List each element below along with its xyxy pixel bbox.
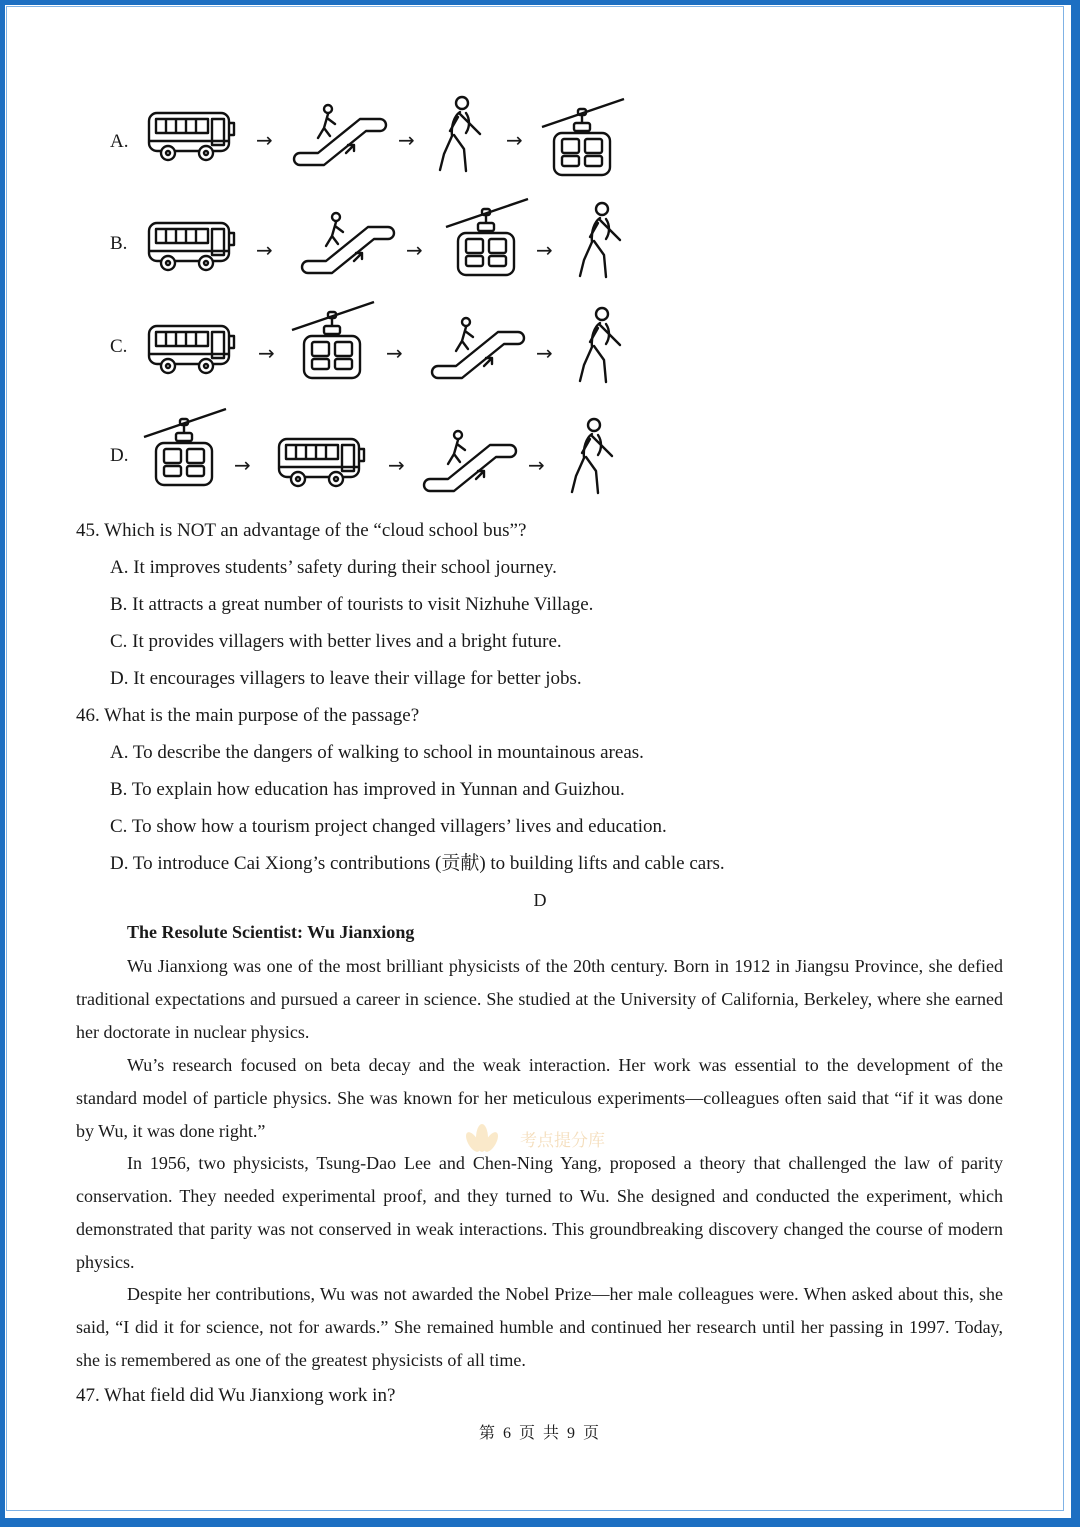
cable-car-icon — [444, 195, 530, 279]
passage-paragraph-2: Wu’s research focused on beta decay and the weak interaction. Her work was essential to the development of the standard model of particle physics. She was known for her meticulous experiments—colleagues often said that “if it was done by Wu, it was done right.” — [76, 1055, 1003, 1141]
option-letter: A. — [110, 131, 129, 152]
walking-person-icon — [576, 306, 626, 388]
arrow: → — [406, 238, 423, 262]
arrow: → — [388, 453, 405, 477]
arrow: → — [256, 238, 273, 262]
walking-person-icon — [436, 95, 486, 177]
bus-icon — [146, 318, 238, 380]
cable-car-icon — [540, 95, 626, 179]
arrow: → — [258, 341, 275, 365]
arrow: → — [536, 238, 553, 262]
picture-option-d — [0, 405, 700, 500]
passage-title: The Resolute Scientist: Wu Jianxiong — [127, 922, 415, 942]
picture-option-b — [0, 195, 700, 290]
arrow: → — [398, 128, 415, 152]
section-letter: D — [533, 890, 547, 910]
passage-paragraph-3: In 1956, two physicists, Tsung-Dao Lee and Chen-Ning Yang, proposed a theory that challenged the law of parity conservation. They needed experimental proof, and they turned to Wu. She designed and conducted the experiment, which demonstrated that parity was not conserved in weak interactions. This groundbreaking discovery changed the course of modern physics. — [76, 1153, 1003, 1272]
question-45-option-d: D. It encourages villagers to leave their village for better jobs. — [110, 668, 582, 689]
watermark-text: 考点提分库 — [520, 1131, 605, 1151]
question-45-option-b: B. It attracts a great number of tourists to visit Nizhuhe Village. — [110, 594, 594, 615]
arrow: → — [234, 453, 251, 477]
passage-paragraph-4: Despite her contributions, Wu was not awarded the Nobel Prize—her male colleagues were. When asked about this, she said, “I did it for science, not for awards.” She remained humble and continued her research until her passing in 1997. Today, she is remembered as one of the greatest physicists of all time. — [76, 1284, 1003, 1370]
bus-icon — [276, 431, 368, 493]
escalator-icon — [422, 427, 518, 493]
bus-icon — [146, 215, 238, 277]
question-45-option-c: C. It provides villagers with better lives and a bright future. — [110, 631, 562, 652]
escalator-icon — [430, 314, 526, 380]
page-number: 第 6 页 共 9 页 — [478, 1425, 601, 1442]
arrow: → — [528, 453, 545, 477]
walking-person-icon — [576, 201, 626, 283]
question-46-option-d: D. To introduce Cai Xiong’s contributions (贡献) to building lifts and cable cars. — [110, 853, 725, 874]
passage-paragraph-1: Wu Jianxiong was one of the most brilliant physicists of the 20th century. Born in 1912 in Jiangsu Province, she defied traditional expectations and pursued a career in science. She studied at the University of California, Berkeley, where she earned her doctorate in nuclear physics. — [76, 956, 1003, 1042]
arrow: → — [256, 128, 273, 152]
question-45-stem: 45. Which is NOT an advantage of the “cloud school bus”? — [76, 520, 527, 541]
escalator-icon — [300, 209, 396, 275]
cable-car-icon — [142, 405, 228, 489]
bus-icon — [146, 105, 238, 167]
option-letter: C. — [110, 336, 128, 357]
question-46-option-b: B. To explain how education has improved in Yunnan and Guizhou. — [110, 779, 625, 800]
option-letter: B. — [110, 233, 128, 254]
walking-person-icon — [568, 417, 618, 499]
escalator-icon — [292, 101, 388, 167]
watermark — [462, 1118, 652, 1162]
cable-car-icon — [290, 298, 376, 382]
arrow: → — [386, 341, 403, 365]
lotus-icon — [462, 1118, 502, 1158]
question-46-option-c: C. To show how a tourism project changed villagers’ lives and education. — [110, 816, 667, 837]
question-45-option-a: A. It improves students’ safety during their school journey. — [110, 557, 557, 578]
option-letter: D. — [110, 445, 129, 466]
question-46-option-a: A. To describe the dangers of walking to school in mountainous areas. — [110, 742, 644, 763]
question-47-stem: 47. What field did Wu Jianxiong work in? — [76, 1385, 396, 1406]
arrow: → — [536, 341, 553, 365]
picture-option-a — [0, 93, 700, 188]
picture-option-c — [0, 300, 700, 395]
arrow: → — [506, 128, 523, 152]
question-46-stem: 46. What is the main purpose of the passage? — [76, 705, 420, 726]
